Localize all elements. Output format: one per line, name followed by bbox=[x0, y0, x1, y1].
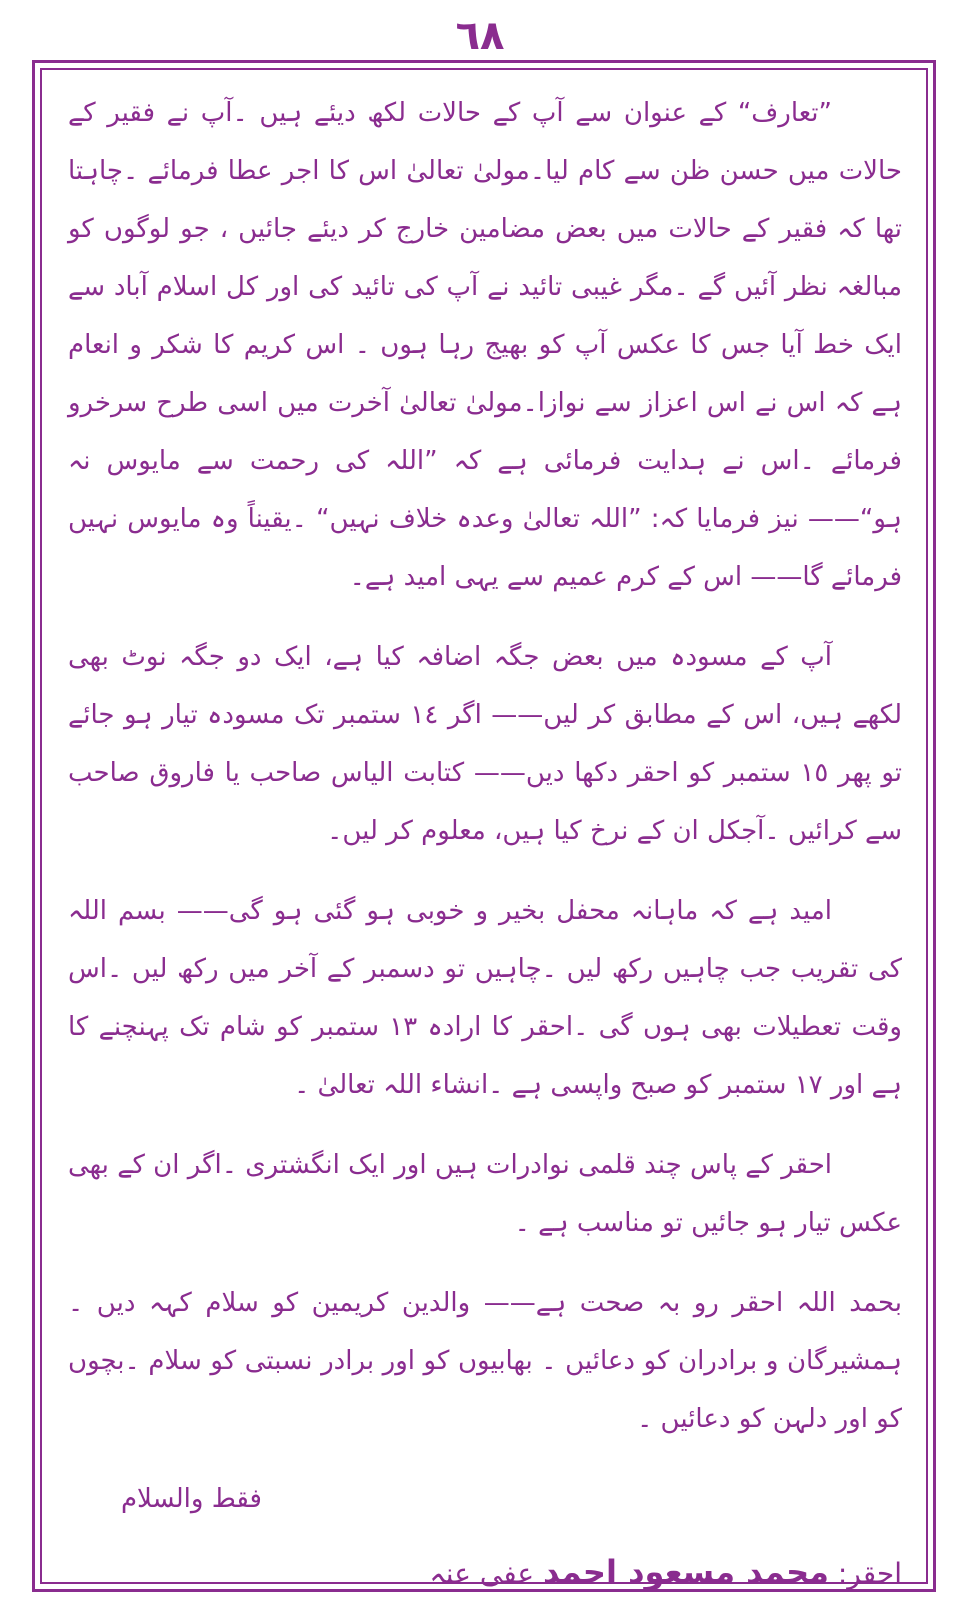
signature-label: احقر: bbox=[837, 1557, 902, 1590]
paragraph: امید ہے کہ ماہانہ محفل بخیر و خوبی ہو گئی ہو گی—— بسم اللہ کی تقریب جب چاہیں رکھ لیں ۔چاہیں تو دسمبر کے آخر میں رکھ لیں ۔اس وقت تعطیلات بھی ہوں گی ۔احقر کا ارادہ ١٣ ستمبر کو شام تک پہنچنے کا ہے اور ١٧ ستمبر کو صبح واپسی ہے ۔انشاء اللہ تعالیٰ ۔ bbox=[68, 896, 902, 1100]
signature-suffix: عفی عنہ bbox=[429, 1557, 535, 1590]
page-border-inner bbox=[40, 68, 928, 1591]
paragraph: بحمد اللہ احقر رو بہ صحت ہے—— والدین کریمین کو سلام کہہ دیں ۔ ہمشیرگان و برادران کو دعائیں ۔ بھابیوں کو اور برادر نسبتی کو سلام ۔بچوں کو اور دلہن کو دعائیں ۔ bbox=[68, 1288, 902, 1434]
page-number: ٦٨ bbox=[455, 13, 505, 59]
paragraph: ”تعارف“ کے عنوان سے آپ کے حالات لکھ دیئے ہیں ۔آپ نے فقیر کے حالات میں حسن ظن سے کام لیا۔مولیٰ تعالیٰ اس کا اجر عطا فرمائے ۔چاہتا تھا کہ فقیر کے حالات میں بعض مضامین خارج کر دیئے جائیں ، جو لوگوں کو مبالغہ نظر آئیں گے ۔مگر غیبی تائید نے آپ کی تائید کی اور کل اسلام آباد سے ایک خط آیا جس کا عکس آپ کو بھیج رہا ہوں ۔ اس کریم کا شکر و انعام ہے کہ اس نے اس اعزاز سے نوازا۔مولیٰ تعالیٰ آخرت میں اسی طرح سرخرو فرمائے ۔اس نے ہدایت فرمائی ہے کہ ”اللہ کی رحمت سے مایوس نہ ہو“—— نیز فرمایا کہ: ”اللہ تعالیٰ وعدہ خلاف نہیں“ ۔یقیناً وہ مایوس نہیں فرمائے گا—— اس کے کرم عمیم سے یہی امید ہے۔ bbox=[68, 98, 902, 592]
letter-body bbox=[68, 84, 902, 1448]
signature bbox=[68, 1542, 902, 1604]
closing-salutation: فقط والسلام bbox=[120, 1484, 262, 1514]
paragraph: آپ کے مسودہ میں بعض جگہ اضافہ کیا ہے، ایک دو جگہ نوٹ بھی لکھے ہیں، اس کے مطابق کر لیں—— اگر ١٤ ستمبر تک مسودہ تیار ہو جائے تو پھر ١٥ ستمبر کو احقر دکھا دیں—— کتابت الیاس صاحب یا فاروق صاحب سے کرائیں ۔آجکل ان کے نرخ کیا ہیں، معلوم کر لیں۔ bbox=[68, 642, 902, 846]
page-border bbox=[32, 60, 936, 1592]
paragraph: احقر کے پاس چند قلمی نوادرات ہیں اور ایک انگشتری ۔اگر ان کے بھی عکس تیار ہو جائیں تو مناسب ہے ۔ bbox=[68, 1150, 902, 1238]
signature-name: محمد مسعود احمد bbox=[542, 1553, 829, 1591]
